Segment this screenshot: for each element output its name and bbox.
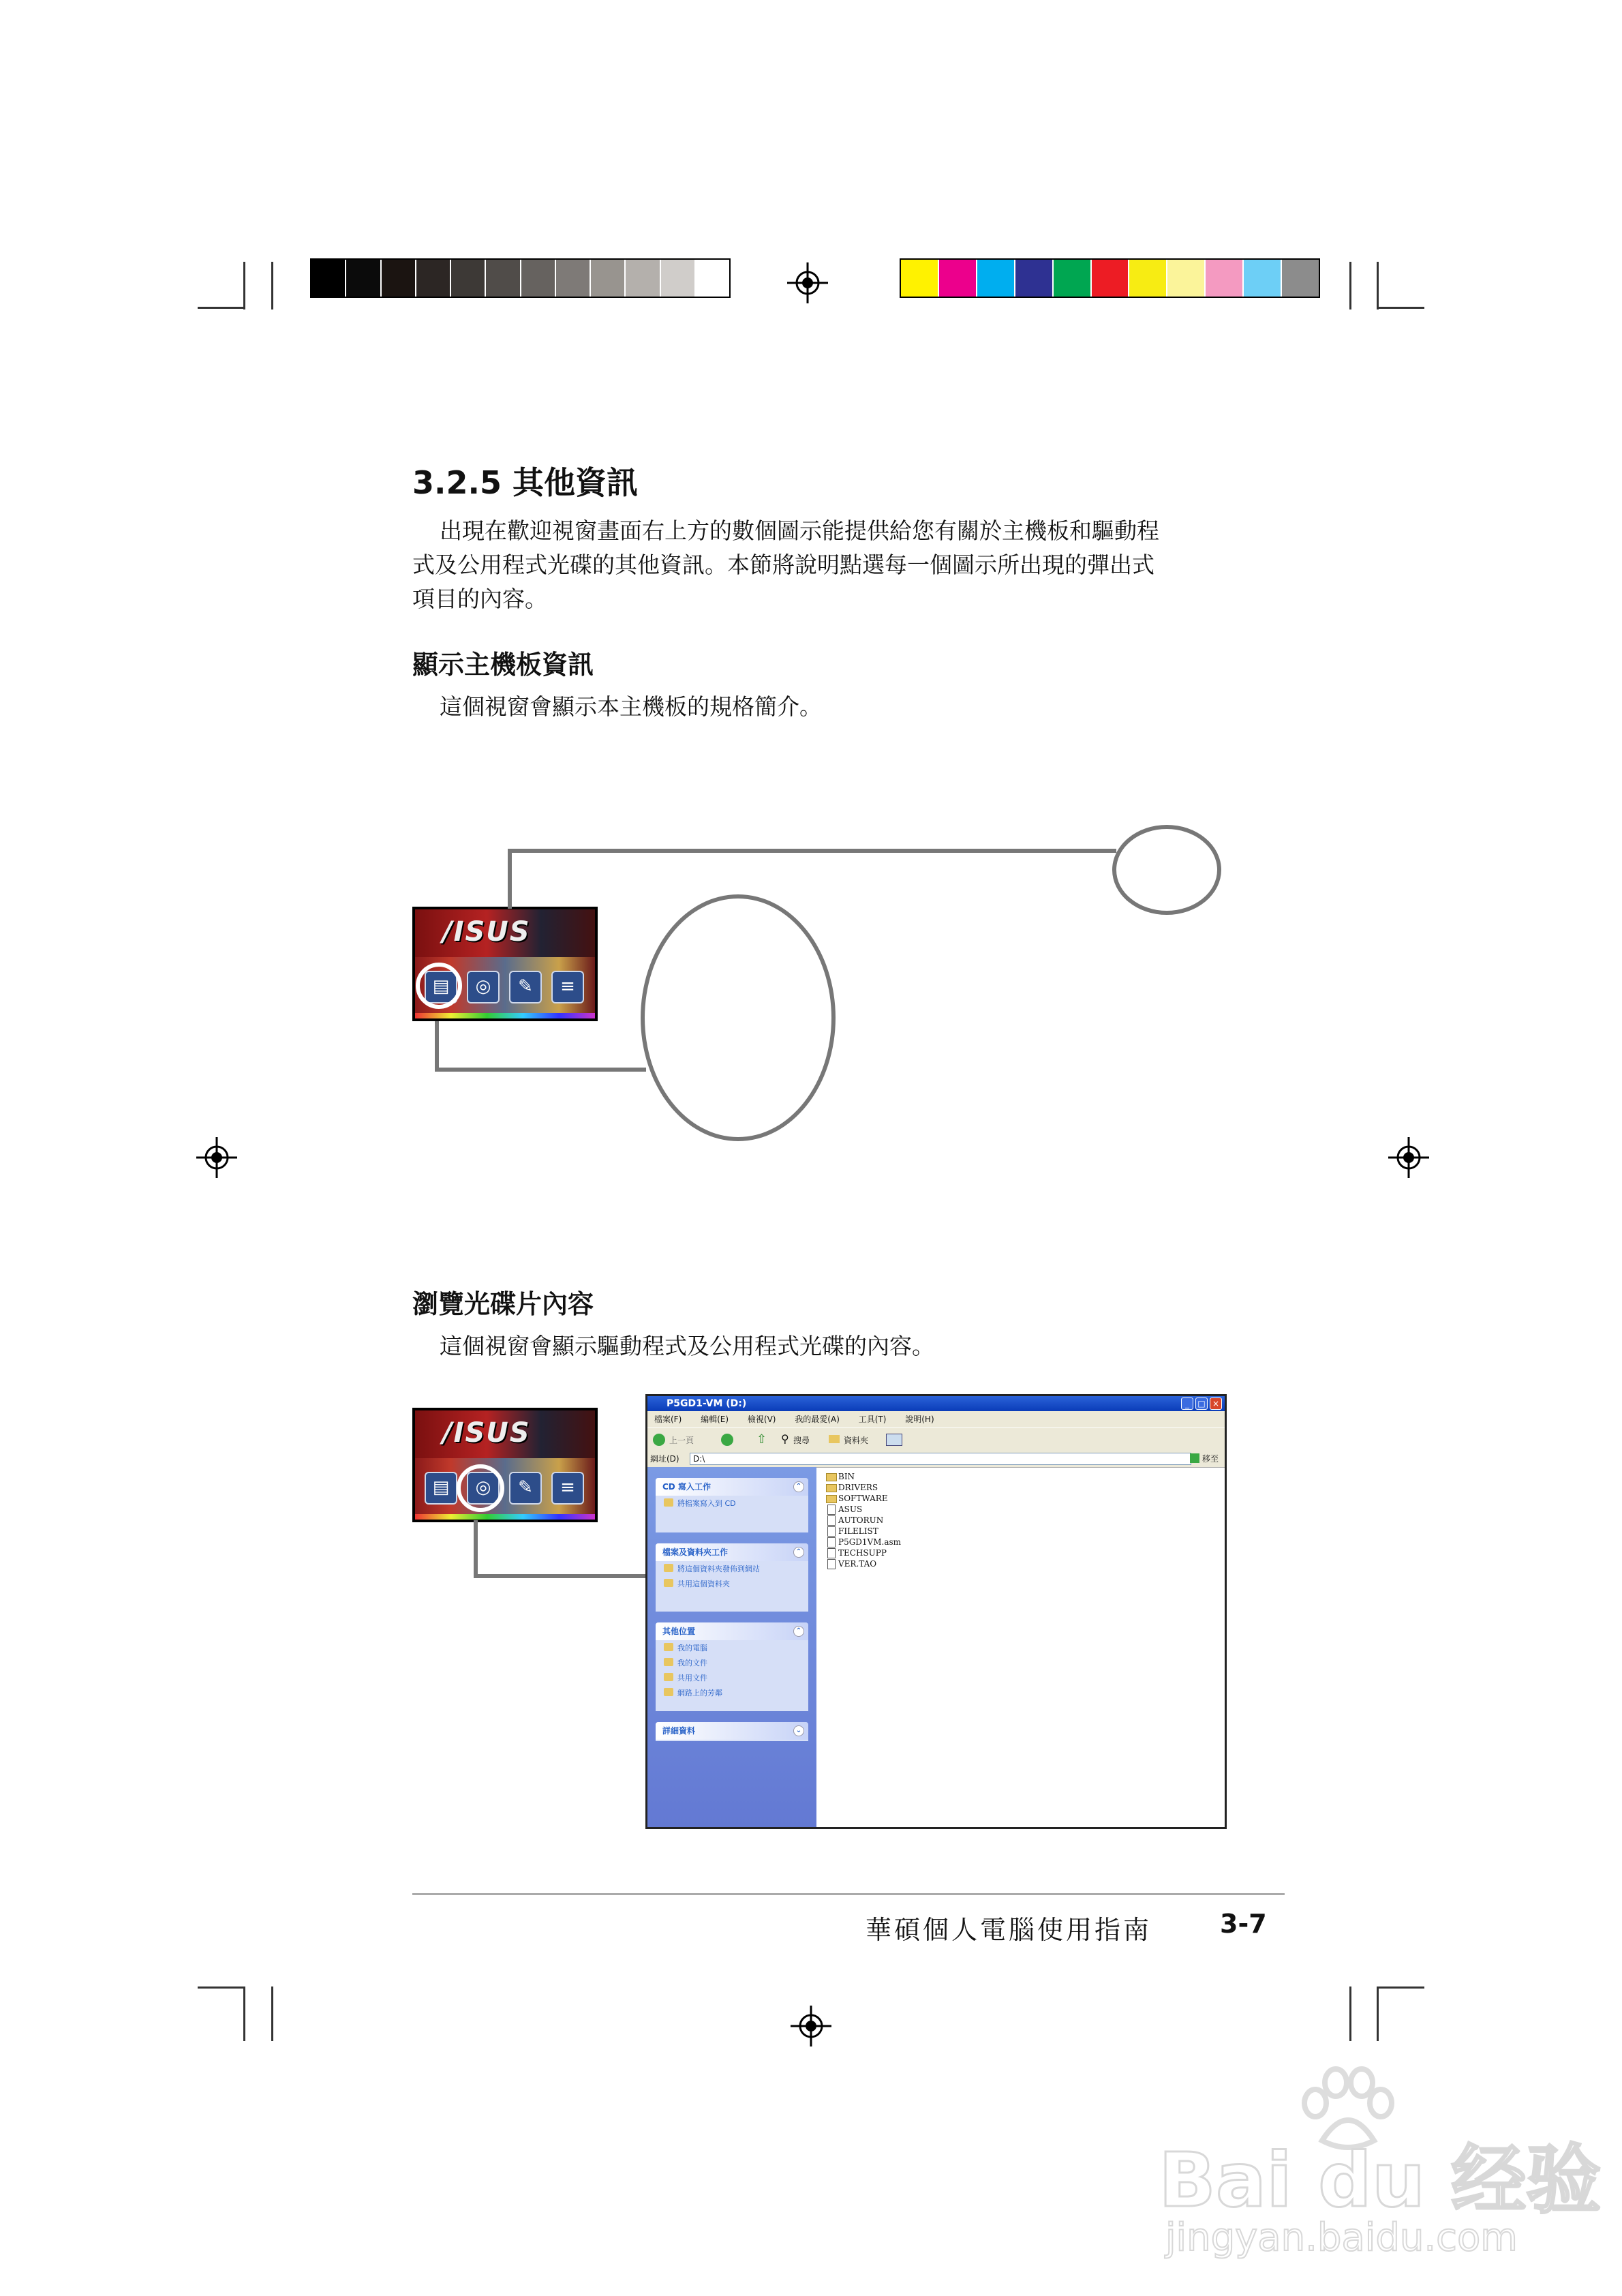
task-box-header[interactable]: [656, 1478, 808, 1496]
color-swatch: [1015, 260, 1052, 297]
footer-rule: [412, 1893, 1285, 1895]
go-label[interactable]: 移至: [1202, 1454, 1219, 1464]
menu-help[interactable]: 說明(H): [905, 1415, 934, 1424]
color-swatch: [346, 260, 380, 297]
menu-tools[interactable]: 工具(T): [858, 1415, 887, 1424]
color-swatch: [661, 260, 694, 297]
task-item[interactable]: 將檔案寫入到 CD: [656, 1496, 808, 1511]
menu-file[interactable]: 檔案(F): [654, 1415, 682, 1424]
file-item[interactable]: P5GD1VM.asm: [825, 1537, 901, 1547]
callout-ellipse: [1112, 825, 1221, 915]
gray-calibration-bar: [310, 258, 731, 298]
task-box-places: [656, 1622, 808, 1711]
intro-line: 項目的內容。: [412, 586, 547, 612]
views-icon[interactable]: [886, 1434, 902, 1446]
task-box-title: CD 寫入工作: [662, 1482, 711, 1492]
asus-panel-iconbar: [415, 1458, 595, 1521]
connector-line: [508, 849, 1116, 853]
file-list: [825, 1471, 901, 1569]
browse-cd-desc: 這個視窗會顯示驅動程式及公用程式光碟的內容。: [440, 1333, 934, 1359]
color-swatch: [626, 260, 659, 297]
document-icon[interactable]: ≡: [551, 971, 584, 1003]
menu-favorites[interactable]: 我的最愛(A): [795, 1415, 840, 1424]
explorer-titlebar: [647, 1396, 1225, 1411]
chevron-down-icon[interactable]: ⌄: [793, 1725, 804, 1736]
task-box-details: [656, 1722, 808, 1741]
crop-mark: [1349, 262, 1351, 309]
color-swatch: [556, 260, 590, 297]
menu-bar: [647, 1411, 1225, 1428]
search-label[interactable]: 搜尋: [793, 1436, 810, 1445]
cd-icon[interactable]: ◎: [467, 1472, 500, 1505]
watermark-brand: Bai du 经验: [1159, 2136, 1602, 2224]
info-icon[interactable]: ▤: [425, 971, 457, 1003]
document-icon[interactable]: ≡: [551, 1472, 584, 1505]
registration-mark: [787, 262, 828, 303]
file-item[interactable]: TECHSUPP: [825, 1547, 901, 1558]
asus-panel-header: [415, 909, 595, 957]
crop-mark: [243, 262, 245, 309]
color-swatch: [311, 260, 345, 297]
color-swatch: [977, 260, 1014, 297]
footer-title: 華碩個人電腦使用指南: [866, 1915, 1152, 1945]
connector-line: [435, 1021, 439, 1070]
registration-mark: [791, 2006, 831, 2046]
connector-line: [474, 1574, 647, 1578]
chevron-up-icon[interactable]: ⌃: [793, 1481, 804, 1492]
watermark-url: jingyan.baidu.com: [1165, 2216, 1518, 2260]
task-box-cd: [656, 1478, 808, 1532]
crop-mark: [243, 1987, 245, 2041]
task-box-header[interactable]: [656, 1622, 808, 1640]
wrench-icon[interactable]: ✎: [509, 971, 542, 1003]
color-swatch: [696, 260, 729, 297]
task-item[interactable]: 我的文件: [656, 1655, 808, 1670]
task-item[interactable]: 共用這個資料夾: [656, 1576, 808, 1591]
forward-icon[interactable]: [721, 1434, 733, 1446]
browse-cd-heading: 瀏覽光碟片內容: [412, 1289, 594, 1319]
highlight-circle: [416, 963, 462, 1009]
task-pane: [647, 1467, 816, 1827]
crop-mark: [1377, 1987, 1424, 1989]
file-item[interactable]: FILELIST: [825, 1526, 901, 1537]
task-box-title: 詳細資料: [662, 1726, 696, 1736]
color-swatch: [1206, 260, 1242, 297]
minimize-button[interactable]: _: [1181, 1398, 1193, 1410]
folder-item[interactable]: BIN: [825, 1471, 901, 1482]
back-label[interactable]: 上一頁: [669, 1436, 694, 1445]
crop-mark: [1377, 262, 1379, 309]
color-swatch: [1244, 260, 1281, 297]
crop-mark: [271, 1987, 273, 2041]
connector-line: [508, 849, 512, 909]
crop-mark: [198, 1987, 245, 1989]
section-title: 3.2.5 其他資訊: [412, 464, 638, 501]
rainbow-strip: [415, 1514, 595, 1520]
address-bar: [647, 1451, 1225, 1468]
task-box-header[interactable]: [656, 1543, 808, 1561]
crop-mark: [1349, 1987, 1351, 2041]
address-label: 網址(D): [650, 1454, 679, 1464]
menu-view[interactable]: 檢視(V): [747, 1415, 776, 1424]
color-swatch: [939, 260, 976, 297]
address-input[interactable]: D:\: [690, 1453, 1191, 1465]
file-item[interactable]: ASUS: [825, 1504, 901, 1515]
back-icon[interactable]: [653, 1434, 665, 1446]
crop-mark: [1377, 307, 1424, 309]
intro-paragraph: [412, 514, 1251, 616]
rainbow-strip: [415, 1013, 595, 1018]
color-swatch: [486, 260, 519, 297]
go-icon[interactable]: [1190, 1453, 1199, 1463]
chevron-up-icon[interactable]: ⌃: [793, 1547, 804, 1558]
task-box-title: 檔案及資料夾工作: [662, 1547, 729, 1557]
chevron-up-icon[interactable]: ⌃: [793, 1626, 804, 1637]
window-title: P5GD1-VM (D:): [667, 1398, 747, 1409]
registration-mark: [1388, 1137, 1429, 1178]
intro-line: 式及公用程式光碟的其他資訊。本節將說明點選每一個圖示所出現的彈出式: [412, 552, 1154, 578]
wrench-icon[interactable]: ✎: [509, 1472, 542, 1505]
color-swatch: [1167, 260, 1204, 297]
folder-item[interactable]: SOFTWARE: [825, 1493, 901, 1504]
asus-logo: /ISUS: [442, 1417, 531, 1449]
task-box-header[interactable]: [656, 1722, 808, 1740]
color-swatch: [591, 260, 624, 297]
folder-item[interactable]: DRIVERS: [825, 1482, 901, 1493]
color-swatch: [1129, 260, 1166, 297]
page-number: 3-7: [1220, 1909, 1267, 1939]
crop-mark: [271, 262, 273, 309]
intro-line: 出現在歡迎視窗畫面右上方的數個圖示能提供給您有關於主機板和驅動程: [440, 517, 1159, 544]
color-calibration-bar: [900, 258, 1320, 298]
maximize-button[interactable]: □: [1195, 1398, 1208, 1410]
task-box-files: [656, 1543, 808, 1612]
file-item[interactable]: AUTORUN: [825, 1515, 901, 1526]
menu-edit[interactable]: 編輯(E): [701, 1415, 729, 1424]
color-swatch: [901, 260, 938, 297]
color-swatch: [1092, 260, 1129, 297]
registration-mark: [196, 1137, 237, 1178]
callout-ellipse: [641, 894, 836, 1141]
task-item[interactable]: 我的電腦: [656, 1640, 808, 1655]
motherboard-info-desc: 這個視窗會顯示本主機板的規格簡介。: [440, 693, 822, 720]
cd-icon[interactable]: ◎: [467, 971, 500, 1003]
color-swatch: [451, 260, 485, 297]
crop-mark: [198, 307, 245, 309]
explorer-window: [645, 1394, 1227, 1829]
asus-panel-header: [415, 1410, 595, 1458]
info-icon[interactable]: ▤: [425, 1472, 457, 1505]
color-swatch: [1282, 260, 1319, 297]
task-item[interactable]: 共用文件: [656, 1670, 808, 1685]
motherboard-info-heading: 顯示主機板資訊: [412, 650, 594, 680]
task-box-title: 其他位置: [662, 1627, 696, 1636]
folders-icon[interactable]: [829, 1435, 840, 1443]
connector-line: [435, 1068, 646, 1072]
close-button[interactable]: ×: [1210, 1398, 1222, 1410]
color-swatch: [416, 260, 450, 297]
toolbar: [647, 1428, 1225, 1452]
connector-line: [474, 1520, 478, 1578]
asus-welcome-panel: [412, 1408, 598, 1522]
highlight-circle: [457, 1464, 504, 1512]
folders-label[interactable]: 資料夾: [844, 1436, 869, 1445]
color-swatch: [521, 260, 555, 297]
color-swatch: [382, 260, 415, 297]
search-icon[interactable]: ⚲: [781, 1432, 789, 1445]
up-icon[interactable]: ⇧: [756, 1432, 767, 1447]
color-swatch: [1054, 260, 1090, 297]
task-item[interactable]: 網路上的芳鄰: [656, 1685, 808, 1700]
file-item[interactable]: VER.TAO: [825, 1558, 901, 1569]
task-item[interactable]: 將這個資料夾發佈到網站: [656, 1561, 808, 1576]
crop-mark: [1377, 1987, 1379, 2041]
asus-logo: /ISUS: [442, 916, 531, 948]
